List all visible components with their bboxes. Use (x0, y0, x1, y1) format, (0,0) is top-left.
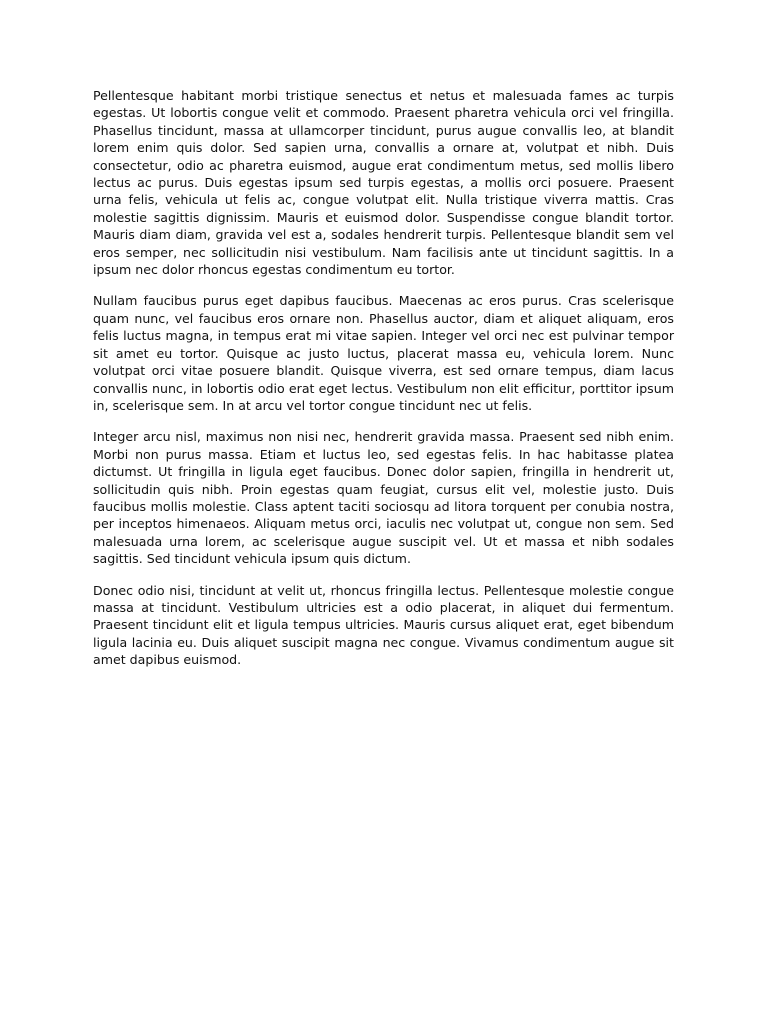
paragraph-2: Nullam faucibus purus eget dapibus faucibus. Maecenas ac eros purus. Cras scelerisque quam nunc, vel faucibus eros ornare non. Phasellus auctor, diam et aliquet aliquam, eros felis luctus magna, in tempus erat mi vitae sapien. Integer vel orci nec est pulvinar tempor sit amet eu tortor. Quisque ac justo luctus, placerat massa eu, vehicula lorem. Nunc volutpat orci vitae posuere blandit. Quisque viverra, est sed ornare tempus, diam lacus convallis nunc, in lobortis odio erat eget lectus. Vestibulum non elit efficitur, porttitor ipsum in, scelerisque sem. In at arcu vel tortor congue tincidunt nec ut felis. (93, 293, 674, 413)
paragraph-4: Donec odio nisi, tincidunt at velit ut, rhoncus fringilla lectus. Pellentesque molestie congue massa at tincidunt. Vestibulum ultricies est a odio placerat, in aliquet dui fermentum. Praesent tincidunt elit et ligula tempus ultricies. Mauris cursus aliquet erat, eget bibendum ligula lacinia eu. Duis aliquet suscipit magna nec congue. Vivamus condimentum augue sit amet dapibus euismod. (93, 582, 674, 668)
document-body (93, 87, 674, 683)
paragraph-3: Integer arcu nisl, maximus non nisi nec, hendrerit gravida massa. Praesent sed nibh enim. Morbi non purus massa. Etiam et luctus leo, sed egestas felis. In hac habitasse platea dictumst. Ut fringilla in ligula eget faucibus. Donec dolor sapien, fringilla in hendrerit ut, sollicitudin quis nibh. Proin egestas quam feugiat, cursus elit vel, molestie justo. Duis faucibus mollis molestie. Class aptent taciti sociosqu ad litora torquent per conubia nostra, per inceptos himenaeos. Aliquam metus orci, iaculis nec volutpat ut, congue non sem. Sed malesuada urna lorem, ac scelerisque augue suscipit vel. Ut et massa et nibh sodales sagittis. Sed tincidunt vehicula ipsum quis dictum. (93, 429, 674, 567)
paragraph-1: Pellentesque habitant morbi tristique senectus et netus et malesuada fames ac turpis egestas. Ut lobortis congue velit et commodo. Praesent pharetra vehicula orci vel fringilla. Phasellus tincidunt, massa at ullamcorper tincidunt, purus augue convallis leo, at blandit lorem enim quis dolor. Sed sapien urna, convallis a ornare at, volutpat et nibh. Duis consectetur, odio ac pharetra euismod, augue erat condimentum metus, sed mollis libero lectus ac purus. Duis egestas ipsum sed turpis egestas, a mollis orci posuere. Praesent urna felis, vehicula ut felis ac, congue volutpat elit. Nulla tristique viverra mattis. Cras molestie sagittis dignissim. Mauris et euismod dolor. Suspendisse congue blandit tortor. Mauris diam diam, gravida vel est a, sodales hendrerit turpis. Pellentesque blandit sem vel eros semper, nec sollicitudin nisi vestibulum. Nam facilisis ante ut tincidunt sagittis. In a ipsum nec dolor rhoncus egestas condimentum eu tortor. (93, 88, 674, 278)
